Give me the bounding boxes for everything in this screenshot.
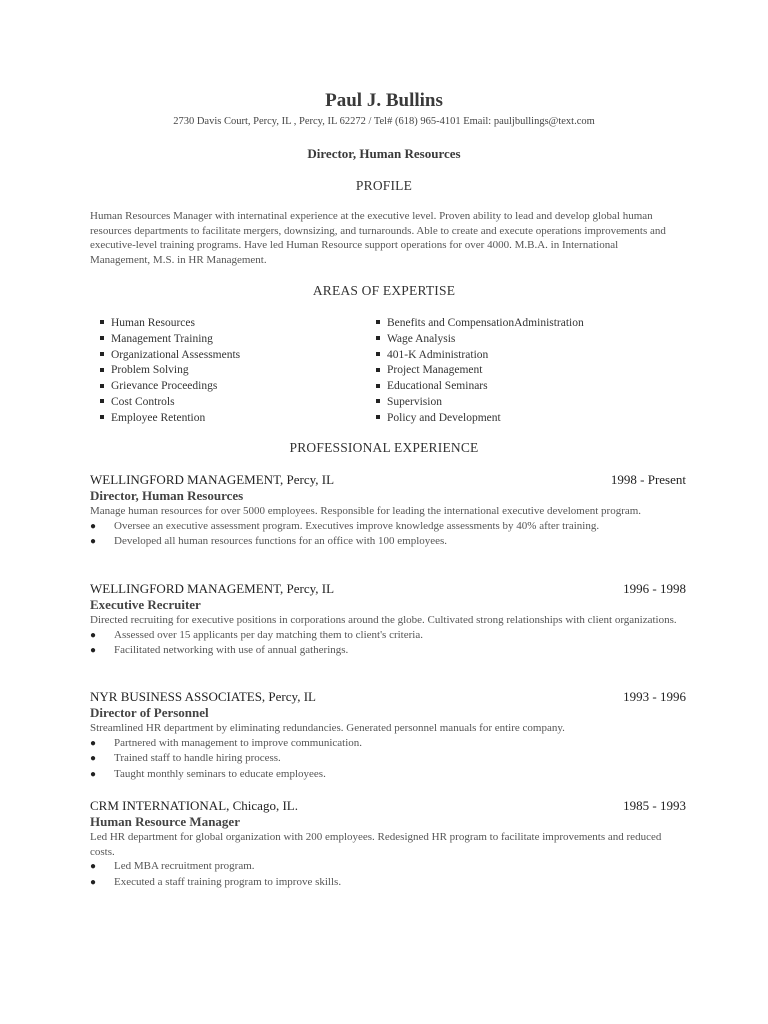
expertise-column-left xyxy=(100,316,376,427)
job-entry-2 xyxy=(90,581,686,659)
expertise-item: Organizational Assessments xyxy=(100,348,376,364)
expertise-item: Grievance Proceedings xyxy=(100,379,376,395)
job-entry-3 xyxy=(90,689,686,782)
job-company: WELLINGFORD MANAGEMENT, Percy, IL xyxy=(90,472,335,487)
job-bullet: ● Partnered with management to improve communication. xyxy=(90,736,686,752)
job-header xyxy=(90,689,686,705)
square-bullet-icon xyxy=(376,399,380,403)
expertise-item: Project Management xyxy=(376,363,696,379)
job-description: Directed recruiting for executive positions in corporations around the globe. Cultivated strong relationships with client organizations. xyxy=(90,614,677,626)
profile-summary: Human Resources Manager with internatinal experience at the executive level. Proven ability to lead and develop global human resources departments to facilitate mergers, downsizing, and turnarounds. Able to create and execute operations improvements and executive-level training programs. Have led Human Resource support operations for over 4000. M.B.A. in International Management, M.S. in HR Management. xyxy=(90,210,666,266)
square-bullet-icon xyxy=(376,368,380,372)
job-description: Led HR department for global organization with 200 employees. Redesigned HR program to facilitate improvements and reduced costs. xyxy=(90,831,662,858)
job-company: WELLINGFORD MANAGEMENT, Percy, IL xyxy=(90,581,335,596)
square-bullet-icon xyxy=(376,415,380,419)
square-bullet-icon xyxy=(100,336,104,340)
expertise-item: Supervision xyxy=(376,395,696,411)
job-entry-4 xyxy=(90,798,686,890)
profile-heading: PROFILE xyxy=(355,178,413,193)
job-bullet: ● Led MBA recruitment program. xyxy=(90,859,686,875)
square-bullet-icon xyxy=(100,384,104,388)
expertise-item: Cost Controls xyxy=(100,395,376,411)
expertise-item: Policy and Development xyxy=(376,411,696,427)
square-bullet-icon xyxy=(100,368,104,372)
job-bullets xyxy=(90,859,686,890)
job-bullets xyxy=(90,628,686,659)
bullet-dot-icon: ● xyxy=(90,737,97,749)
target-position-title: Director, Human Resources xyxy=(307,146,461,161)
square-bullet-icon xyxy=(376,384,380,388)
square-bullet-icon xyxy=(100,399,104,403)
job-bullet: ● Executed a staff training program to improve skills. xyxy=(90,875,686,891)
expertise-list xyxy=(100,316,700,427)
job-bullet: ● Developed all human resources functions for an office with 100 employees. xyxy=(90,534,686,550)
expertise-heading: AREAS OF EXPERTISE xyxy=(312,283,456,298)
square-bullet-icon xyxy=(100,352,104,356)
job-description: Streamlined HR department by eliminating redundancies. Generated personnel manuals for entire company. xyxy=(90,722,565,734)
job-dates: 1993 - 1996 xyxy=(623,689,686,704)
job-entry-1 xyxy=(90,472,686,550)
expertise-item: Educational Seminars xyxy=(376,379,696,395)
square-bullet-icon xyxy=(376,352,380,356)
contact-info: 2730 Davis Court, Percy, IL , Percy, IL 62272 / Tel# (618) 965-4101 Email: pauljbullings@text.com xyxy=(173,116,595,127)
bullet-dot-icon: ● xyxy=(90,768,97,780)
expertise-item: 401-K Administration xyxy=(376,348,696,364)
expertise-item: Wage Analysis xyxy=(376,332,696,348)
job-bullet: ● Assessed over 15 applicants per day matching them to client's criteria. xyxy=(90,628,686,644)
experience-heading: PROFESSIONAL EXPERIENCE xyxy=(289,440,479,455)
job-bullets xyxy=(90,519,686,550)
expertise-item: Problem Solving xyxy=(100,363,376,379)
square-bullet-icon xyxy=(376,336,380,340)
square-bullet-icon xyxy=(100,415,104,419)
job-title: Executive Recruiter xyxy=(90,597,201,612)
job-bullet: ● Oversee an executive assessment program. Executives improve knowledge assessments by 40% after training. xyxy=(90,519,686,535)
expertise-item: Employee Retention xyxy=(100,411,376,427)
bullet-dot-icon: ● xyxy=(90,645,97,657)
square-bullet-icon xyxy=(376,320,380,324)
bullet-dot-icon: ● xyxy=(90,876,97,888)
candidate-name: Paul J. Bullins xyxy=(325,90,443,111)
job-description: Manage human resources for over 5000 employees. Responsible for leading the international executive develoment program. xyxy=(90,505,642,517)
expertise-item: Management Training xyxy=(100,332,376,348)
job-bullet: ● Taught monthly seminars to educate employees. xyxy=(90,767,686,783)
square-bullet-icon xyxy=(100,320,104,324)
bullet-dot-icon: ● xyxy=(90,861,97,873)
expertise-column-right xyxy=(376,316,696,427)
bullet-dot-icon: ● xyxy=(90,629,97,641)
job-header xyxy=(90,798,686,814)
job-bullets xyxy=(90,736,686,783)
job-dates: 1998 - Present xyxy=(610,472,686,487)
job-title: Director of Personnel xyxy=(90,705,209,720)
job-dates: 1985 - 1993 xyxy=(623,798,686,813)
job-header xyxy=(90,581,686,597)
job-header xyxy=(90,472,686,488)
job-title: Director, Human Resources xyxy=(90,488,244,503)
expertise-item: Benefits and CompensationAdministration xyxy=(376,316,696,332)
job-company: CRM INTERNATIONAL, Chicago, IL. xyxy=(90,798,298,813)
bullet-dot-icon: ● xyxy=(90,520,97,532)
job-dates: 1996 - 1998 xyxy=(623,581,686,596)
expertise-item: Human Resources xyxy=(100,316,376,332)
job-title: Human Resource Manager xyxy=(90,814,240,829)
bullet-dot-icon: ● xyxy=(90,536,97,548)
job-company: NYR BUSINESS ASSOCIATES, Percy, IL xyxy=(90,689,316,704)
job-bullet: ● Facilitated networking with use of annual gatherings. xyxy=(90,643,686,659)
job-bullet: ● Trained staff to handle hiring process. xyxy=(90,751,686,767)
bullet-dot-icon: ● xyxy=(90,753,97,765)
